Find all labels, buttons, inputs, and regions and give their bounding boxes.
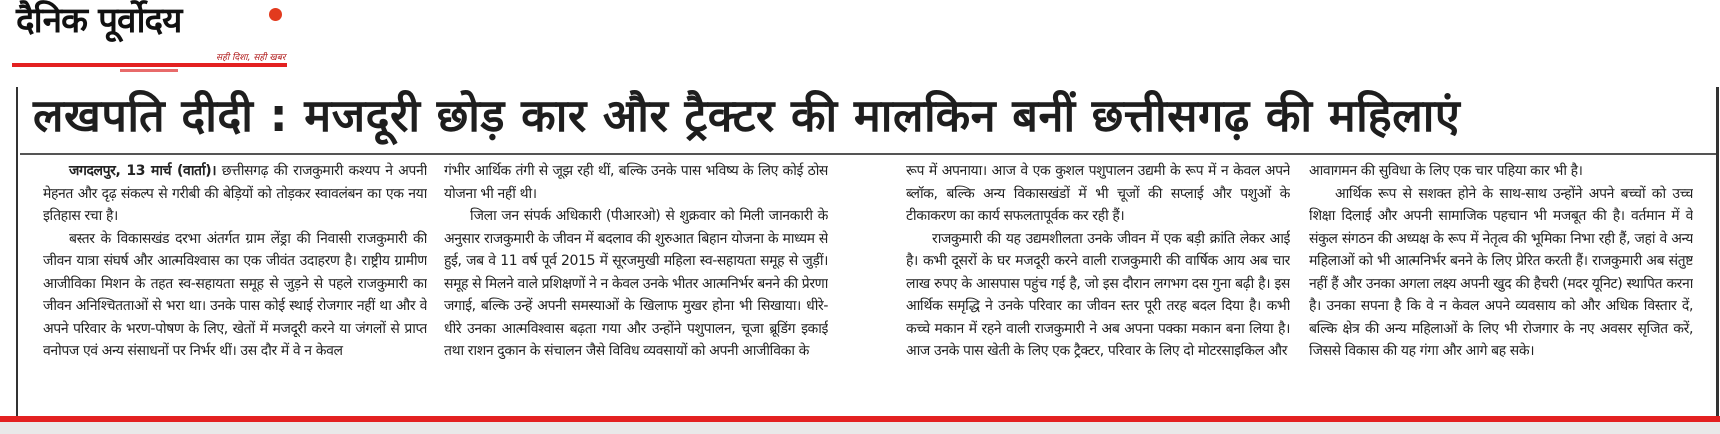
article-column-4 xyxy=(1309,160,1693,405)
column-4-paragraph-1: आवागमन की सुविधा के लिए एक चार पहिया कार भी है। xyxy=(1309,163,1583,179)
article-right-border xyxy=(1716,87,1719,417)
column-3-paragraph-2: राजकुमारी की यह उद्यमशीलता उनके जीवन में एक बड़ी क्रांति लेकर आई है। कभी दूसरों के घर मजदूरी करने वाली राजकुमारी की वार्षिक आय अब चार लाख रुपए के आसपास पहुंच गई है, जो इस दौरान लगभग दस गुना बढ़ी है। इस आर्थिक समृद्धि ने उनके परिवार का जीवन स्तर पूरी तरह बदल दिया है। कभी कच्चे मकान में रहने वाली राजकुमारी ने अब अपना पक्का मकान बना लिया है। आज उनके पास खेती के लिए एक ट्रैक्टर, परिवार के लिए दो मोटरसाइकिल और xyxy=(906,230,1290,359)
masthead-subrule xyxy=(120,69,178,72)
article-clipping xyxy=(16,87,1720,415)
masthead xyxy=(12,0,287,70)
article-column-2 xyxy=(444,160,828,405)
article-headline: लखपति दीदी : मजदूरी छोड़ कार और ट्रैक्टर की मालकिन बनीं छत्तीसगढ़ की महिलाएं xyxy=(33,89,1461,142)
newspaper-name: दैनिक पूर्वोदय xyxy=(16,1,182,41)
newspaper-tagline: सही दिशा, सही खबर xyxy=(216,53,286,63)
footer-grey-band xyxy=(0,422,1720,434)
column-3-paragraph-1: रूप में अपनाया। आज वे एक कुशल पशुपालन उद्यमी के रूप में न केवल अपने ब्लॉक, बल्कि अन्य विकासखंडों में भी चूजों की सप्लाई और पशुओं के टीकाकरण का कार्य सफलतापूर्वक कर रही हैं। xyxy=(906,163,1290,224)
article-column-3 xyxy=(906,160,1290,405)
article-column-1 xyxy=(43,160,427,405)
logo-dot-icon xyxy=(269,8,282,21)
column-2-paragraph-1: गंभीर आर्थिक तंगी से जूझ रही थीं, बल्कि उनके पास भविष्य के लिए कोई ठोस योजना भी नहीं थी। xyxy=(444,163,828,202)
column-1-paragraph-1 xyxy=(43,160,427,228)
article-dateline: जगदलपुर, 13 मार्च (वार्ता)। xyxy=(69,163,217,179)
column-1-paragraph-2: बस्तर के विकासखंड दरभा अंतर्गत ग्राम लेंड्रा की निवासी राजकुमारी की जीवन यात्रा संघर्ष और आत्मविश्वास का एक जीवंत उदाहरण है। राष्ट्रीय ग्रामीण आजीविका मिशन के तहत स्व-सहायता समूह से जुड़ने से पहले राजकुमारी का जीवन अनिश्चितताओं से भरा था। उनके पास कोई स्थाई रोजगार नहीं था और वे अपने परिवार के भरण-पोषण के लिए, खेतों में मजदूरी करने या जंगलों से प्राप्त वनोपज एवं अन्य संसाधनों पर निर्भर थीं। उस दौर में वे न केवल xyxy=(43,230,427,359)
column-4-paragraph-2: आर्थिक रूप से सशक्त होने के साथ-साथ उन्होंने अपने बच्चों को उच्च शिक्षा दिलाई और अपनी सामाजिक पहचान भी मजबूत की है। वर्तमान में वे संकुल संगठन की अध्यक्ष के रूप में नेतृत्व की भूमिका निभा रही हैं, जहां वे अन्य महिलाओं को भी आत्मनिर्भर बनने के लिए प्रेरित करती हैं। राजकुमारी अब संतुष्ट नहीं हैं और उनका अगला लक्ष्य अपनी खुद की हैचरी (मदर यूनिट) स्थापित करना है। उनका सपना है कि वे न केवल अपने व्यवसाय को और अधिक विस्तार दें, बल्कि क्षेत्र की अन्य महिलाओं के लिए भी रोजगार के नए अवसर सृजित करें, जिससे विकास की यह गंगा और आगे बह सके। xyxy=(1309,185,1693,359)
article-left-border xyxy=(16,87,18,417)
masthead-rule xyxy=(12,63,287,67)
column-2-paragraph-2: जिला जन संपर्क अधिकारी (पीआरओ) से शुक्रवार को मिली जानकारी के अनुसार राजकुमारी के जीवन में बदलाव की शुरुआत बिहान योजना के माध्यम से हुई, जब वे 11 वर्ष पूर्व 2015 में सूरजमुखी महिला स्व-सहायता समूह से जुड़ीं। समूह से मिलने वाले प्रशिक्षणों ने न केवल उनके भीतर आत्मनिर्भर बनने की प्रेरणा जगाई, बल्कि उन्हें अपनी समस्याओं के खिलाफ मुखर होना भी सिखाया। धीरे-धीरे उनका आत्मविश्वास बढ़ता गया और उन्होंने पशुपालन, चूजा ब्रूडिंग इकाई तथा राशन दुकान के संचालन जैसे विविध व्यवसायों को अपनी आजीविका के xyxy=(444,208,828,359)
column-1-paragraph-1-text: छत्तीसगढ़ की राजकुमारी कश्यप ने अपनी मेहनत और दृढ़ संकल्प से गरीबी की बेड़ियों को तोड़कर स्वावलंबन का एक नया इतिहास रचा है। xyxy=(43,163,427,224)
headline-divider xyxy=(20,153,1716,155)
